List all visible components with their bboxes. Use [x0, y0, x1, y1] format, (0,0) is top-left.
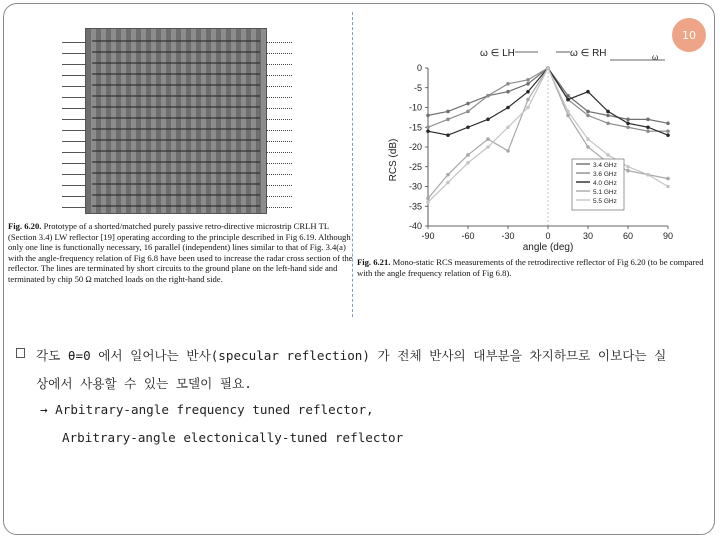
figure-divider [352, 12, 353, 317]
series-point [646, 118, 650, 122]
series-point [566, 110, 570, 114]
series-point [526, 78, 530, 82]
series-point [506, 149, 510, 153]
series-point [526, 106, 530, 110]
series-point [646, 125, 650, 129]
series-point [486, 145, 490, 149]
series-point [466, 102, 470, 106]
series-point [646, 173, 650, 177]
continuation-line: Arbitrary-angle electonically-tuned reflector [62, 430, 404, 445]
figure-6-20-text: Prototype of a shorted/matched purely passive retro-directive microstrip CRLH TL (Section 3.4) LW reflector [19] operating according to the principle described in Fig 6.19. Although only one line is functionally necessary, 16 parallel (independent) lines similar to that of Fig. 3.4(a) with the angle-frequency relation of Fig 6.8 have been used to increase the radar cross section of the reflector. The lines are terminated by short circuits to the ground plane on the left-hand side and terminated by chip 50 Ω matched loads on the right-hand side. [8, 221, 353, 284]
series-point [446, 118, 450, 122]
bullet-square-icon [16, 348, 25, 358]
reflector-prototype-image [85, 28, 267, 214]
series-point [626, 169, 630, 173]
series-point [466, 125, 470, 129]
series-point [506, 106, 510, 110]
series-point [426, 129, 430, 133]
series-point [526, 90, 530, 94]
paragraph-line-2: 상에서 사용할 수 있는 모델이 필요. [36, 376, 252, 391]
series-point [526, 98, 530, 102]
legend-entry: 3.4 GHz [593, 162, 617, 169]
figure-6-20-label: Fig. 6.20. [8, 221, 42, 231]
series-point [466, 161, 470, 165]
series-point [486, 118, 490, 122]
legend-entry: 5.5 GHz [593, 198, 617, 205]
series-point [506, 90, 510, 94]
matched-load-line-ends [266, 32, 292, 208]
x-tick-label: 30 [582, 231, 594, 241]
series-point [626, 125, 630, 129]
chart-xlabel: angle (deg) [522, 242, 574, 253]
series-point [566, 98, 570, 102]
series-point [606, 114, 610, 118]
x-tick-label: -30 [501, 231, 515, 241]
series-point [606, 153, 610, 157]
figure-6-21-label: Fig. 6.21. [357, 257, 391, 267]
series-point [426, 114, 430, 118]
chart-ylabel: RCS (dB) [388, 138, 399, 182]
series-point [626, 165, 630, 169]
chart-annotation-lh: ω ∈ LH [480, 48, 515, 59]
series-point [586, 145, 590, 149]
rcs-chart [380, 42, 680, 254]
x-tick-label: 0 [545, 231, 551, 241]
x-tick-label: -90 [421, 231, 435, 241]
series-point [586, 110, 590, 114]
series-point [666, 133, 670, 137]
legend-entry: 5.1 GHz [593, 189, 617, 196]
x-tick-label: 90 [662, 231, 674, 241]
y-tick-label: -15 [408, 122, 422, 133]
series-point [486, 137, 490, 141]
series-point [446, 110, 450, 114]
series-point [466, 153, 470, 157]
series-point [666, 129, 670, 133]
series-point [666, 185, 670, 189]
page-number-badge: 10 [672, 18, 706, 52]
series-point [506, 82, 510, 86]
series-point [626, 122, 630, 126]
series-point [546, 66, 550, 70]
series-point [606, 110, 610, 114]
series-point [426, 125, 430, 129]
y-tick-label: 0 [416, 63, 422, 73]
y-tick-label: -10 [408, 102, 422, 113]
y-tick-label: -40 [408, 221, 422, 231]
chart-annotation-omega: ω [652, 53, 659, 62]
series-point [666, 177, 670, 181]
series-point [586, 90, 590, 94]
series-point [446, 181, 450, 185]
series-point [586, 137, 590, 141]
series-point [486, 94, 490, 98]
series-point [526, 82, 530, 86]
short-circuit-line-ends [62, 32, 86, 208]
series-point [626, 118, 630, 122]
series-point [506, 125, 510, 129]
legend-entry: 4.0 GHz [593, 180, 617, 187]
y-tick-label: -35 [408, 201, 422, 212]
legend-entry: 3.6 GHz [593, 171, 617, 178]
chart-annotation-rh: ω ∈ RH [570, 48, 607, 59]
series-point [446, 173, 450, 177]
y-tick-label: -25 [408, 161, 422, 172]
series-point [426, 197, 430, 201]
x-tick-label: -60 [461, 231, 475, 241]
series-point [426, 201, 430, 205]
y-tick-label: -20 [408, 142, 422, 152]
series-point [646, 129, 650, 133]
arrow-line: → Arbitrary-angle frequency tuned reflector, [40, 402, 374, 417]
figure-6-21-text: Mono-static RCS measurements of the retrodirective reflector of Fig 6.20 (to be compared with the angle frequency relation of Fig 6.8). [357, 257, 704, 278]
series-point [666, 122, 670, 126]
series-point [586, 114, 590, 118]
figure-6-20-caption [8, 221, 354, 285]
series-point [446, 133, 450, 137]
series-point [466, 110, 470, 114]
x-tick-label: 60 [622, 231, 634, 241]
y-tick-label: -5 [413, 82, 422, 93]
figure-6-21-caption [357, 257, 717, 278]
series-point [606, 122, 610, 126]
y-tick-label: -30 [408, 181, 422, 192]
paragraph-line-1: 각도 θ=0 에서 일어나는 반사(specular reflection) 가 전체 반사의 대부분을 차지하므로 이보다는 실 [36, 348, 667, 363]
